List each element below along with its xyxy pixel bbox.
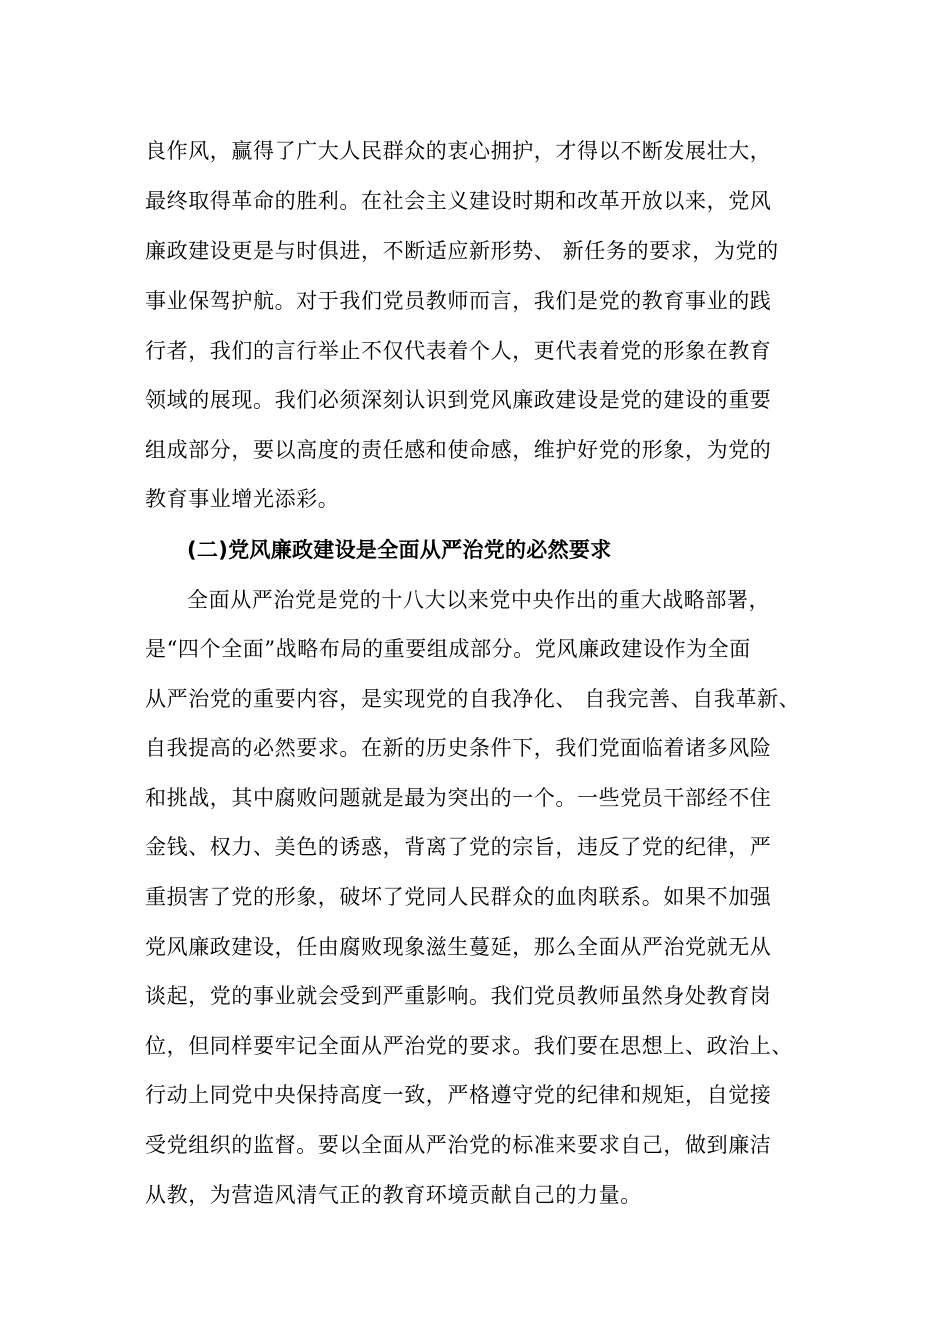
text-line: 廉政建设更是与时俱进，不断适应新形势、 新任务的要求，为党的 xyxy=(145,239,779,263)
section-heading: (二)党风廉政建设是全面从严治党的必然要求 xyxy=(187,538,612,562)
text-line: 组成部分，要以高度的责任感和使命感，维护好党的形象，为党的 xyxy=(145,438,772,462)
text-line: 最终取得革命的胜利。在社会主义建设时期和改革开放以来，党风 xyxy=(145,189,772,213)
text-line: 谈起，党的事业就会受到严重影响。我们党员教师虽然身处教育岗 xyxy=(145,984,772,1008)
text-line: 重损害了党的形象，破坏了党同人民群众的血肉联系。如果不加强 xyxy=(145,885,772,909)
text-line: 和挑战，其中腐败问题就是最为突出的一个。一些党员干部经不住 xyxy=(145,786,772,810)
text-line: 良作风，赢得了广大人民群众的衷心拥护，才得以不断发展壮大， xyxy=(145,139,772,163)
text-line: 位，但同样要牢记全面从严治党的要求。我们要在思想上、政治上、 xyxy=(145,1034,793,1058)
text-line: 党风廉政建设，任由腐败现象滋生蔓延，那么全面从严治党就无从 xyxy=(145,935,772,959)
text-line: 自我提高的必然要求。在新的历史条件下，我们党面临着诸多风险 xyxy=(145,736,772,760)
text-line: 受党组织的监督。要以全面从严治党的标准来要求自己，做到廉洁 xyxy=(145,1133,772,1157)
text-line: 从教，为营造风清气正的教育环境贡献自己的力量。 xyxy=(145,1183,642,1207)
text-line: 全面从严治党是党的十八大以来党中央作出的重大战略部署， xyxy=(187,588,771,612)
text-line: 从严治党的重要内容，是实现党的自我净化、 自我完善、自我革新、 xyxy=(145,687,801,711)
text-line: 是“四个全面”战略布局的重要组成部分。党风廉政建设作为全面 xyxy=(145,637,751,661)
text-line: 教育事业增光添彩。 xyxy=(145,487,340,511)
text-line: 领域的展现。我们必须深刻认识到党风廉政建设是党的建设的重要 xyxy=(145,388,772,412)
text-line: 行动上同党中央保持高度一致，严格遵守党的纪律和规矩，自觉接 xyxy=(145,1083,772,1107)
text-line: 行者，我们的言行举止不仅代表着个人，更代表着党的形象在教育 xyxy=(145,339,772,363)
text-line: 金钱、权力、美色的诱惑，背离了党的宗旨，违反了党的纪律，严 xyxy=(145,835,772,859)
text-line: 事业保驾护航。对于我们党员教师而言，我们是党的教育事业的践 xyxy=(145,289,772,313)
